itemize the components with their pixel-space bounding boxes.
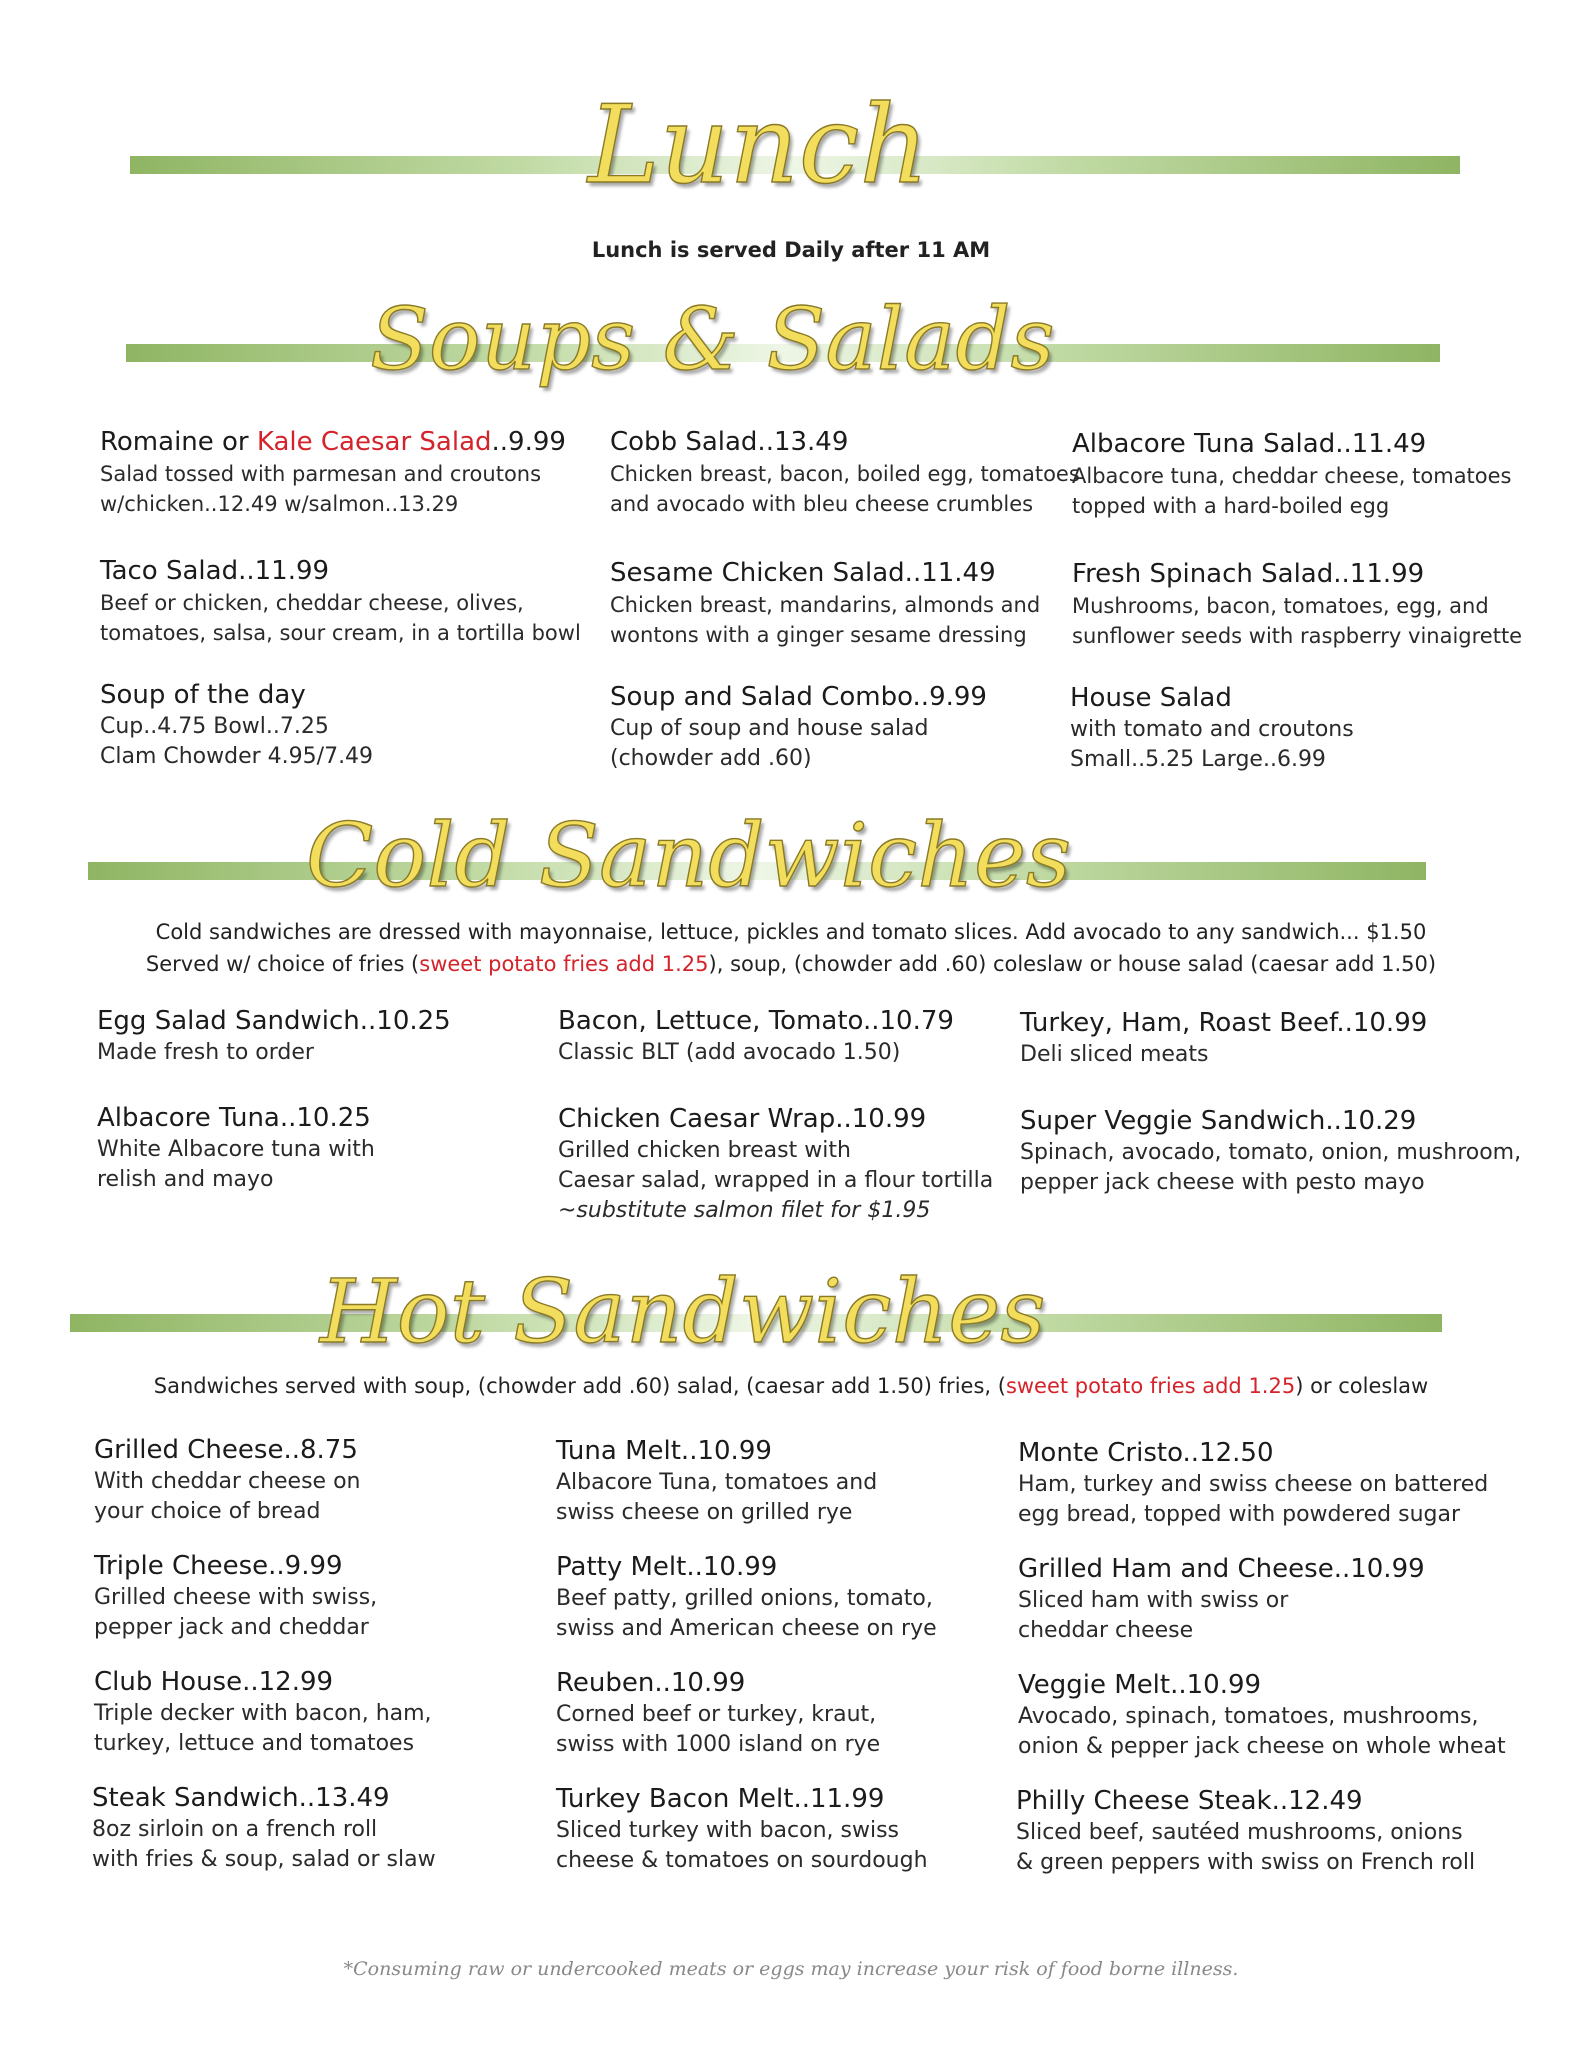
item-name: Patty Melt..10.99 (556, 1552, 778, 1582)
menu-item (94, 1665, 432, 1759)
menu-item (610, 425, 1080, 519)
item-desc: Grilled cheese with swiss, (94, 1585, 378, 1610)
item-name: Turkey, Ham, Roast Beef..10.99 (1020, 1008, 1428, 1038)
item-name: Taco Salad..11.99 (100, 556, 330, 586)
item-desc: w/chicken..12.49 w/salmon..13.29 (100, 492, 459, 516)
lunch-heading: Lunch (588, 83, 929, 208)
cold-sandwiches-sides-note: Served w/ choice of fries (sweet potato fries add 1.25), soup, (chowder add .60) coleslaw or house salad (caesar add 1.50) (145, 952, 1437, 976)
item-desc: & green peppers with swiss on French roll (1016, 1850, 1476, 1875)
item-desc: swiss and American cheese on rye (556, 1616, 937, 1641)
item-desc: sunflower seeds with raspberry vinaigrette (1072, 624, 1523, 648)
cold-sandwiches-heading: Cold Sandwiches (306, 804, 1072, 907)
item-desc: egg bread, topped with powdered sugar (1018, 1502, 1460, 1527)
item-desc: with tomato and croutons (1070, 717, 1354, 742)
menu-item (97, 1101, 375, 1195)
menu-item (1020, 1006, 1427, 1070)
item-name: Super Veggie Sandwich..10.29 (1020, 1106, 1417, 1136)
item-name: Turkey Bacon Melt..11.99 (556, 1784, 885, 1814)
menu-item (556, 1550, 937, 1644)
item-name: Grilled Ham and Cheese..10.99 (1018, 1554, 1425, 1584)
menu-item (94, 1433, 360, 1527)
item-desc: Made fresh to order (97, 1040, 314, 1065)
item-desc: cheddar cheese (1018, 1618, 1194, 1643)
item-name: Sesame Chicken Salad..11.49 (610, 558, 996, 588)
item-name: House Salad (1070, 683, 1232, 713)
item-desc: Sliced ham with swiss or (1018, 1588, 1289, 1613)
item-desc: pepper jack cheese with pesto mayo (1020, 1170, 1425, 1195)
lunch-hours-note: Lunch is served Daily after 11 AM (591, 238, 991, 262)
food-safety-disclaimer: *Consuming raw or undercooked meats or eggs may increase your risk of food borne illness. (343, 1958, 1239, 1980)
item-desc: topped with a hard-boiled egg (1072, 494, 1390, 518)
menu-item (556, 1782, 928, 1876)
item-name: Grilled Cheese..8.75 (94, 1435, 358, 1465)
item-desc: Beef patty, grilled onions, tomato, (556, 1586, 933, 1611)
item-desc: wontons with a ginger sesame dressing (610, 623, 1027, 647)
item-desc: Albacore tuna, cheddar cheese, tomatoes (1072, 464, 1512, 488)
menu-item (556, 1434, 877, 1528)
item-desc: Clam Chowder 4.95/7.49 (100, 744, 374, 769)
item-desc: turkey, lettuce and tomatoes (94, 1731, 415, 1756)
item-desc: Albacore Tuna, tomatoes and (556, 1470, 878, 1495)
item-desc: pepper jack and cheddar (94, 1615, 369, 1640)
item-desc: swiss cheese on grilled rye (556, 1500, 853, 1525)
cold-sandwiches-note: Cold sandwiches are dressed with mayonnaise, lettuce, pickles and tomato slices. Add avocado to any sandwich... $1.50 (155, 920, 1427, 944)
item-desc: Triple decker with bacon, ham, (94, 1701, 432, 1726)
menu-item (1072, 557, 1522, 651)
item-desc: White Albacore tuna with (97, 1137, 375, 1162)
item-desc: Mushrooms, bacon, tomatoes, egg, and (1072, 594, 1489, 618)
item-name: Soup and Salad Combo..9.99 (610, 682, 987, 712)
item-desc: Ham, turkey and swiss cheese on battered (1018, 1472, 1489, 1497)
item-desc: Beef or chicken, cheddar cheese, olives, (100, 591, 524, 615)
item-desc: onion & pepper jack cheese on whole wheat (1018, 1734, 1506, 1759)
item-name: Albacore Tuna..10.25 (97, 1103, 371, 1133)
item-name: Veggie Melt..10.99 (1018, 1670, 1262, 1700)
item-name: Steak Sandwich..13.49 (92, 1783, 390, 1813)
item-desc: With cheddar cheese on (94, 1469, 361, 1494)
item-desc: Small..5.25 Large..6.99 (1070, 747, 1326, 772)
item-desc: Sliced turkey with bacon, swiss (556, 1818, 899, 1843)
item-desc: Sliced beef, sautéed mushrooms, onions (1016, 1820, 1463, 1845)
item-desc: cheese & tomatoes on sourdough (556, 1848, 928, 1873)
item-name: Tuna Melt..10.99 (556, 1436, 772, 1466)
item-desc: Salad tossed with parmesan and croutons (100, 462, 542, 486)
soups-salads-heading: Soups & Salads (370, 290, 1055, 390)
menu-item (1070, 681, 1354, 775)
item-desc: with fries & soup, salad or slaw (92, 1847, 436, 1872)
menu-item (1018, 1668, 1506, 1762)
item-name: Philly Cheese Steak..12.49 (1016, 1786, 1363, 1816)
item-name: Soup of the day (100, 680, 306, 710)
item-name: Fresh Spinach Salad..11.99 (1072, 559, 1425, 589)
item-desc: Cup of soup and house salad (610, 716, 929, 741)
item-desc: Caesar salad, wrapped in a flour tortilla (558, 1168, 994, 1193)
item-desc: Chicken breast, mandarins, almonds and (610, 593, 1041, 617)
menu-item (610, 556, 1040, 650)
item-name: Triple Cheese..9.99 (94, 1551, 343, 1581)
menu-item (97, 1004, 451, 1068)
menu-item (100, 554, 581, 648)
item-desc: and avocado with bleu cheese crumbles (610, 492, 1034, 516)
item-name: Cobb Salad..13.49 (610, 427, 849, 457)
item-desc: 8oz sirloin on a french roll (92, 1817, 378, 1842)
item-desc: Cup..4.75 Bowl..7.25 (100, 714, 329, 739)
item-desc: Chicken breast, bacon, boiled egg, tomatoes (610, 462, 1080, 486)
item-name: Bacon, Lettuce, Tomato..10.79 (558, 1006, 954, 1036)
item-desc: (chowder add .60) (610, 746, 812, 771)
menu-item (1020, 1104, 1521, 1198)
item-desc: Avocado, spinach, tomatoes, mushrooms, (1018, 1704, 1479, 1729)
menu-item (1018, 1436, 1488, 1530)
item-name: Romaine or Kale Caesar Salad..9.99 (100, 427, 566, 457)
item-desc: Classic BLT (add avocado 1.50) (558, 1040, 901, 1065)
item-desc: Corned beef or turkey, kraut, (556, 1702, 877, 1727)
hot-sandwiches-note: Sandwiches served with soup, (chowder add .60) salad, (caesar add 1.50) fries, (sweet potato fries add 1.25) or coleslaw (153, 1374, 1429, 1398)
menu-item (92, 1781, 436, 1875)
menu-item (558, 1004, 954, 1068)
menu-item (556, 1666, 880, 1760)
menu-item (94, 1549, 377, 1643)
item-name: Reuben..10.99 (556, 1668, 746, 1698)
menu-item (100, 425, 566, 519)
hot-sandwiches-heading: Hot Sandwiches (320, 1260, 1046, 1363)
item-desc: your choice of bread (94, 1499, 321, 1524)
menu-item (1018, 1552, 1425, 1646)
menu-item (1016, 1784, 1475, 1878)
item-desc: Deli sliced meats (1020, 1042, 1209, 1067)
item-desc: relish and mayo (97, 1167, 274, 1192)
menu-item (100, 678, 373, 772)
menu-item (1072, 427, 1512, 521)
item-desc: swiss with 1000 island on rye (556, 1732, 881, 1757)
item-desc: Spinach, avocado, tomato, onion, mushroom, (1020, 1140, 1522, 1165)
item-name: Club House..12.99 (94, 1667, 334, 1697)
item-name: Monte Cristo..12.50 (1018, 1438, 1274, 1468)
item-name: Chicken Caesar Wrap..10.99 (558, 1104, 927, 1134)
menu-item (558, 1102, 993, 1226)
item-note: ~substitute salmon filet for $1.95 (558, 1198, 931, 1223)
menu-item (610, 680, 987, 774)
item-desc: tomatoes, salsa, sour cream, in a tortilla bowl (100, 621, 581, 645)
item-name: Albacore Tuna Salad..11.49 (1072, 429, 1427, 459)
item-desc: Grilled chicken breast with (558, 1138, 851, 1163)
item-name: Egg Salad Sandwich..10.25 (97, 1006, 451, 1036)
